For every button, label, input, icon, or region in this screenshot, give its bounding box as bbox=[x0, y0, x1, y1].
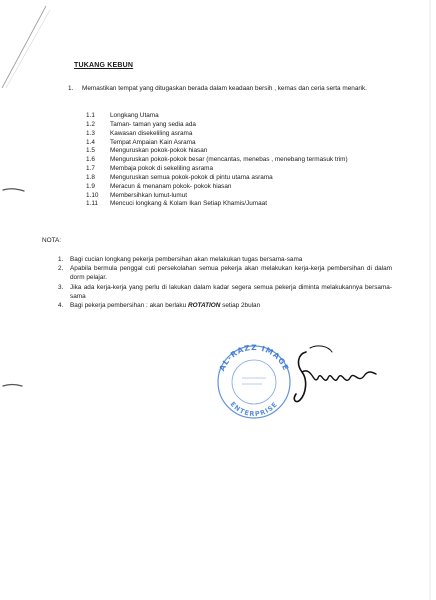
list-item-text: Kawasan disekeliling asrama bbox=[110, 129, 193, 137]
list-item-text: Membaja pokok di sekeliling asrama bbox=[110, 165, 214, 173]
task-sublist bbox=[86, 112, 386, 209]
list-item-number: 1.2 bbox=[86, 120, 95, 128]
list-item-number: 1.7 bbox=[86, 165, 95, 173]
list-item-number: 1.3 bbox=[86, 129, 95, 137]
note-item bbox=[58, 264, 392, 282]
list-item-number: 1.4 bbox=[86, 138, 95, 146]
svg-text:ENTERPRISE: ENTERPRISE bbox=[228, 400, 280, 419]
notes-list bbox=[58, 255, 392, 311]
scan-edge-line-right bbox=[424, 0, 436, 600]
scan-edge-mark-left-1 bbox=[0, 184, 30, 196]
list-item bbox=[86, 121, 386, 130]
note-text bbox=[70, 301, 392, 310]
list-item bbox=[86, 192, 386, 201]
list-item bbox=[86, 156, 386, 165]
list-item-number: 1.8 bbox=[86, 173, 95, 181]
note-number: 1. bbox=[58, 256, 64, 263]
list-item-text: Menguruskan pokok-pokok hiasan bbox=[110, 147, 208, 155]
svg-text:AL-RAZZ IMAGE: AL-RAZZ IMAGE bbox=[217, 342, 291, 373]
list-item-text: Menguruskan pokok-pokok besar (mencantas, menebas , menebang termasuk trim) bbox=[110, 156, 348, 164]
document-title: TUKANG KEBUN bbox=[74, 62, 134, 69]
company-stamp bbox=[212, 338, 296, 422]
list-item-number: 1.11 bbox=[86, 200, 98, 208]
list-item-number: 1.1 bbox=[86, 112, 95, 119]
rotation-emphasis: ROTATION bbox=[187, 302, 221, 310]
note-item bbox=[58, 283, 392, 301]
note-number: 2. bbox=[58, 265, 64, 273]
intro-number: 1. bbox=[68, 85, 74, 92]
intro-text: Memastikan tempat yang ditugaskan berada dalam keadaan bersih , kemas dan ceria serta menarik. bbox=[82, 85, 367, 92]
scan-edge-mark-left-2 bbox=[0, 380, 30, 392]
list-item bbox=[86, 139, 386, 148]
list-item-text: Mencuci longkang & Kolam Ikan Setiap Khamis/Jumaat bbox=[110, 200, 268, 208]
list-item bbox=[86, 165, 386, 174]
nota-label: NOTA: bbox=[42, 237, 62, 244]
scan-edge-mark-diagonal bbox=[0, 0, 60, 90]
list-item-text: Membersihkan lumut-lumut bbox=[110, 191, 188, 199]
list-item-number: 1.10 bbox=[86, 191, 99, 199]
handwritten-signature bbox=[288, 342, 384, 412]
list-item-number: 1.5 bbox=[86, 147, 95, 155]
note-item bbox=[58, 301, 392, 310]
list-item bbox=[86, 147, 386, 156]
note-text: Apabila bermula penggal cuti persekolahan semua pekerja akan melakukan kerja-kerja pembersihan di dalam dorm pelajar. bbox=[70, 265, 392, 282]
note-text: Jika ada kerja-kerja yang perlu di lakukan dalam kadar segera semua pekerja diminta melakukannya bersama-sama bbox=[70, 283, 392, 300]
note-number: 3. bbox=[58, 283, 64, 291]
list-item bbox=[86, 112, 386, 121]
list-item bbox=[86, 200, 386, 209]
list-item bbox=[86, 130, 386, 139]
list-item-text: Tempat Ampaian Kain Asrama bbox=[110, 138, 196, 146]
list-item bbox=[86, 183, 386, 192]
note-text-after: setiap 2bulan bbox=[220, 302, 261, 310]
list-item-text: Longkang Utama bbox=[110, 112, 159, 119]
list-item-text: Taman- taman yang sedia ada bbox=[110, 120, 196, 128]
list-item-number: 1.6 bbox=[86, 156, 95, 164]
list-item bbox=[86, 174, 386, 183]
list-item-text: Menguruskan semua pokok-pokok di pintu utama asrama bbox=[110, 173, 273, 181]
note-number: 4. bbox=[58, 302, 64, 310]
note-item bbox=[58, 255, 392, 264]
note-text-before: Bagi pekerja pembersihan : akan berlaku bbox=[70, 302, 188, 310]
intro-item bbox=[68, 84, 398, 93]
note-text: Bagi cucian longkang pekerja pembersihan akan melakukan tugas bersama-sama bbox=[70, 256, 303, 263]
list-item-text: Meracun & menanam pokok- pokok hiasan bbox=[110, 182, 232, 190]
list-item-number: 1.9 bbox=[86, 182, 95, 190]
